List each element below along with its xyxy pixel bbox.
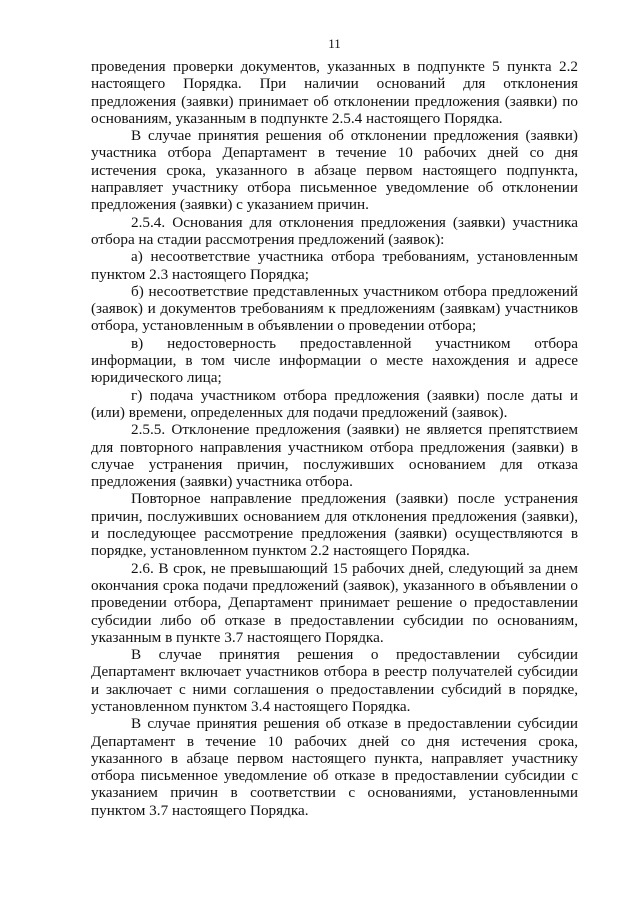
paragraph-2-6: 2.6. В срок, не превышающий 15 рабочих дней, следующий за днем окончания срока подачи предложений (заявок), указанного в объявлении о проведении отбора, Департамент принимает решение о предоставлении субсидии либо об отказе в предоставлении субсидии по основаниям, указанным в пункте 3.7 настоящего Порядка. (91, 559, 578, 646)
paragraph-2-5-5: 2.5.5. Отклонение предложения (заявки) не является препятствием для повторного направления участником отбора предложения (заявки) в случае устранения причин, послуживших основанием для отказа предложения (заявки) участника отбора. (91, 421, 578, 491)
body-text (91, 58, 578, 819)
paragraph-subsidy-refused: В случае принятия решения об отказе в предоставлении субсидии Департамент в течение 10 рабочих дней со дня истечения срока, указанного в абзаце первом настоящего пункта, направляет участнику отбора письменное уведомление об отказе в предоставлении субсидии с указанием причин в соответствии с основаниями, установленными пунктом 3.7 настоящего Порядка. (91, 715, 578, 819)
paragraph-rejection-notice: В случае принятия решения об отклонении предложения (заявки) участника отбора Департамент в течение 10 рабочих дней со дня истечения срока, указанного в абзаце первом настоящего подпункта, направляет участнику отбора письменное уведомление об отклонении предложения (заявки) с указанием причин. (91, 127, 578, 214)
list-item-b: б) несоответствие представленных участником отбора предложений (заявок) и документов требованиям к предложениям (заявкам) участников отбора, установленным в объявлении о проведении отбора; (91, 282, 578, 335)
page-number: 11 (328, 36, 341, 51)
paragraph-continuation: проведения проверки документов, указанных в подпункте 5 пункта 2.2 настоящего Порядка. При наличии оснований для отклонения предложения (заявки) принимает об отклонении предложения (заявки) по основаниям, указанным в подпункте 2.5.4 настоящего Порядка. (91, 58, 578, 127)
paragraph-resubmission: Повторное направление предложения (заявки) после устранения причин, послуживших основанием для отклонения предложения (заявки), и последующее рассмотрение предложения (заявки) осуществляются в порядке, установленном пунктом 2.2 настоящего Порядка. (91, 490, 578, 560)
list-item-v: в) недостоверность предоставленной участником отбора информации, в том числе информации о месте нахождения и адресе юридического лица; (91, 334, 578, 387)
paragraph-2-5-4: 2.5.4. Основания для отклонения предложения (заявки) участника отбора на стадии рассмотрения предложений (заявок): (91, 213, 578, 248)
document-page (91, 0, 578, 904)
list-item-a: а) несоответствие участника отбора требованиям, установленным пунктом 2.3 настоящего Порядка; (91, 248, 578, 283)
paragraph-subsidy-granted: В случае принятия решения о предоставлении субсидии Департамент включает участников отбора в реестр получателей субсидии и заключает с ними соглашения о предоставлении субсидий в порядке, установленном пунктом 3.4 настоящего Порядка. (91, 646, 578, 715)
list-item-g: г) подача участником отбора предложения (заявки) после даты и (или) времени, определенных для подачи предложений (заявок). (91, 386, 578, 421)
